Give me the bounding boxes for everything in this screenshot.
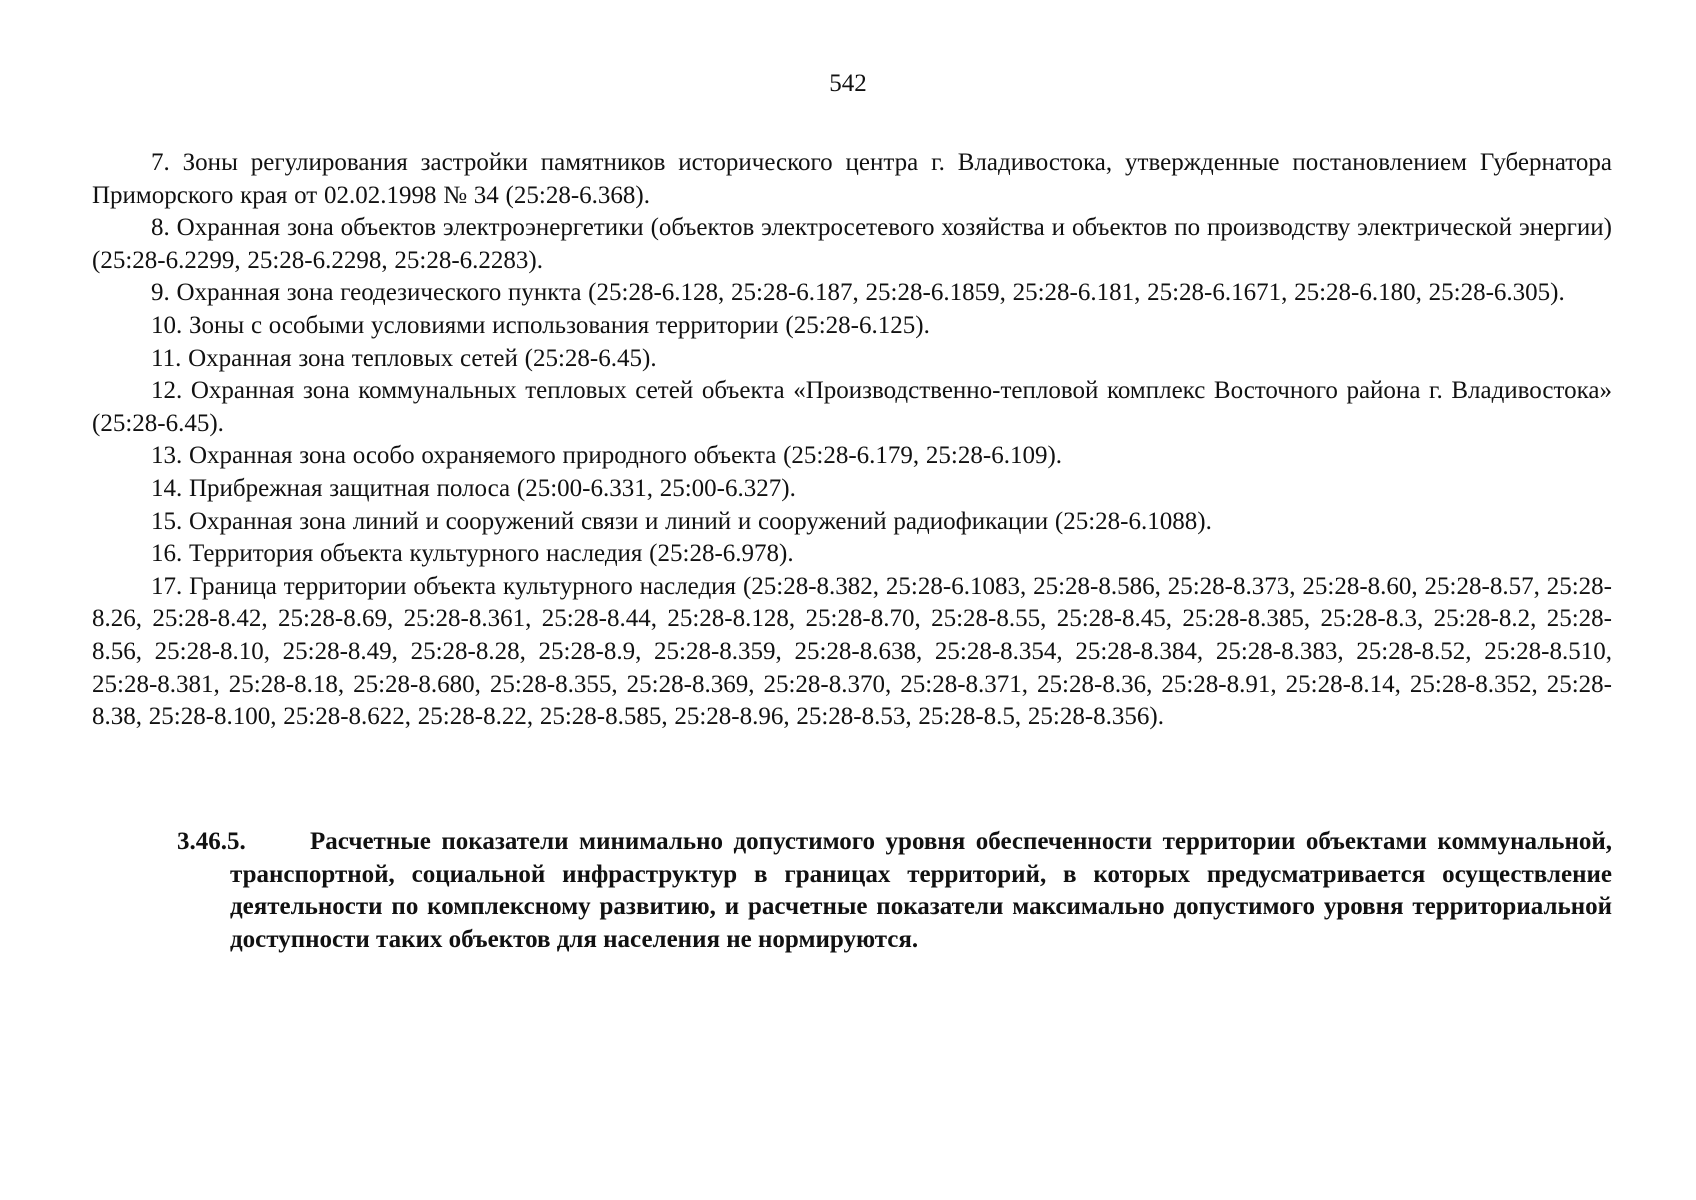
section-title: Расчетные показатели минимально допустимого уровня обеспеченности территории объектами коммунальной, транспортной, социальной инфраструктур в границах территорий, в которых предусматривается осуществление деятельности по комплексному развитию, и расчетные показатели максимально допустимого уровня территориальной доступности таких объектов для населения не нормируются. [230,828,1612,953]
list-item: 15. Охранная зона линий и сооружений связи и линий и сооружений радиофикации (25:28-6.1088). [151,507,1212,535]
list-item: 11. Охранная зона тепловых сетей (25:28-6.45). [151,344,657,372]
section-heading [177,826,1612,956]
list-item: 10. Зоны с особыми условиями использования территории (25:28-6.125). [151,311,930,339]
section-number: 3.46.5. [177,828,246,855]
list-item: 8. Охранная зона объектов электроэнергетики (объектов электросетевого хозяйства и объектов по производству электрической энергии) (25:28-6.2299, 25:28-6.2298, 25:28-6.2283). [92,214,1612,274]
list-item: 12. Охранная зона коммунальных тепловых сетей объекта «Производственно-тепловой комплекс Восточного района г. Владивостока» (25:28-6.45). [92,377,1612,437]
list-item: 14. Прибрежная защитная полоса (25:00-6.331, 25:00-6.327). [151,474,796,502]
zone-list [92,147,1612,734]
list-item: 7. Зоны регулирования застройки памятников исторического центра г. Владивостока, утвержденные постановлением Губернатора Приморского края от 02.02.1998 № 34 (25:28-6.368). [92,149,1612,209]
page-number: 542 [829,70,867,97]
list-item: 17. Граница территории объекта культурного наследия (25:28-8.382, 25:28-6.1083, 25:28-8.586, 25:28-8.373, 25:28-8.60, 25:28-8.57, 25:28-8.26, 25:28-8.42, 25:28-8.69, 25:28-8.361, 25:28-8.44, 25:28-8.128, 25:28-8.70, 25:28-8.55, 25:28-8.45, 25:28-8.385, 25:28-8.3, 25:28-8.2, 25:28-8.56, 25:28-8.10, 25:28-8.49, 25:28-8.28, 25:28-8.9, 25:28-8.359, 25:28-8.638, 25:28-8.354, 25:28-8.384, 25:28-8.383, 25:28-8.52, 25:28-8.510, 25:28-8.381, 25:28-8.18, 25:28-8.680, 25:28-8.355, 25:28-8.369, 25:28-8.370, 25:28-8.371, 25:28-8.36, 25:28-8.91, 25:28-8.14, 25:28-8.352, 25:28-8.38, 25:28-8.100, 25:28-8.622, 25:28-8.22, 25:28-8.585, 25:28-8.96, 25:28-8.53, 25:28-8.5, 25:28-8.356). [92,572,1612,731]
list-item: 16. Территория объекта культурного наследия (25:28-6.978). [151,540,794,568]
list-item: 13. Охранная зона особо охраняемого природного объекта (25:28-6.179, 25:28-6.109). [151,442,1063,470]
list-item: 9. Охранная зона геодезического пункта (25:28-6.128, 25:28-6.187, 25:28-6.1859, 25:28-6.181, 25:28-6.1671, 25:28-6.180, 25:28-6.305). [151,279,1565,307]
